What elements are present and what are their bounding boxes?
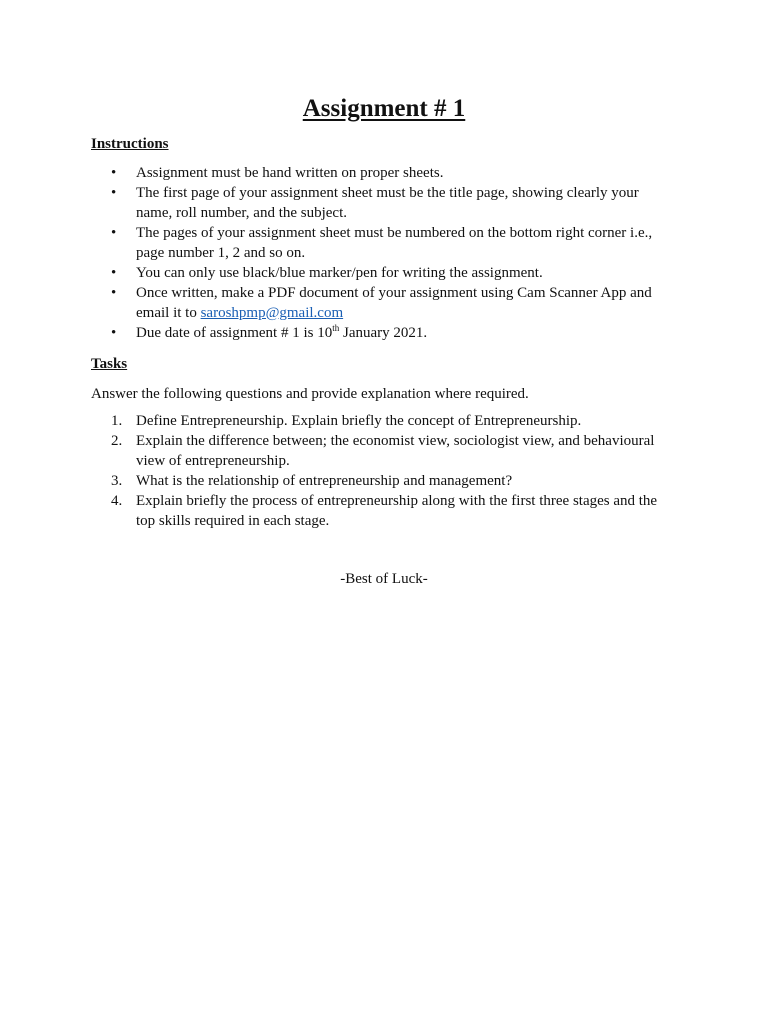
instruction-item	[91, 324, 671, 344]
instruction-item	[91, 184, 671, 223]
instructions-heading: Instructions	[91, 136, 169, 152]
bullet-icon: •	[111, 324, 117, 341]
due-date-text: Due date of assignment # 1 is 10	[136, 324, 333, 341]
task-text: What is the relationship of entrepreneurship and management?	[136, 472, 513, 489]
instruction-item	[91, 164, 671, 184]
tasks-list	[91, 412, 671, 532]
task-number: 3.	[111, 472, 123, 489]
task-item	[91, 492, 671, 531]
task-number: 4.	[111, 493, 123, 510]
task-text: Define Entrepreneurship. Explain briefly the concept of Entrepreneurship.	[136, 413, 582, 429]
tasks-intro: Answer the following questions and provide explanation where required.	[91, 386, 529, 402]
bullet-icon: •	[111, 224, 117, 241]
due-date-text-end: January 2021.	[339, 324, 428, 341]
task-item	[91, 432, 671, 471]
bullet-icon: •	[111, 185, 117, 202]
instruction-item	[91, 284, 671, 323]
document-title: Assignment # 1	[302, 95, 466, 122]
ordinal-suffix: th	[332, 322, 340, 333]
bullet-icon: •	[111, 264, 117, 281]
task-text: Explain briefly the process of entrepreneurship along with the first three stages and the top skills required in each stage.	[136, 493, 658, 529]
instruction-item	[91, 224, 671, 263]
tasks-heading: Tasks	[91, 356, 128, 372]
task-text: Explain the difference between; the economist view, sociologist view, and behavioural view of entrepreneurship.	[136, 433, 655, 469]
instruction-item	[91, 264, 671, 284]
instruction-text: You can only use black/blue marker/pen for writing the assignment.	[136, 264, 543, 281]
task-item	[91, 412, 671, 432]
bullet-icon: •	[111, 165, 117, 181]
email-link[interactable]: saroshpmp@gmail.com	[200, 304, 344, 321]
instruction-text: The pages of your assignment sheet must be numbered on the bottom right corner i.e., page number 1, 2 and so on.	[136, 224, 653, 261]
task-item	[91, 472, 671, 492]
instruction-text: Once written, make a PDF document of your assignment using Cam Scanner App and email it to	[136, 284, 652, 321]
instructions-list	[91, 164, 671, 344]
bullet-icon: •	[111, 284, 117, 301]
task-number: 2.	[111, 433, 123, 450]
instruction-text: Assignment must be hand written on proper sheets.	[136, 165, 444, 181]
task-number: 1.	[111, 413, 123, 429]
closing-note: -Best of Luck-	[340, 571, 428, 587]
instruction-text: The first page of your assignment sheet must be the title page, showing clearly your name, roll number, and the subject.	[136, 185, 639, 221]
